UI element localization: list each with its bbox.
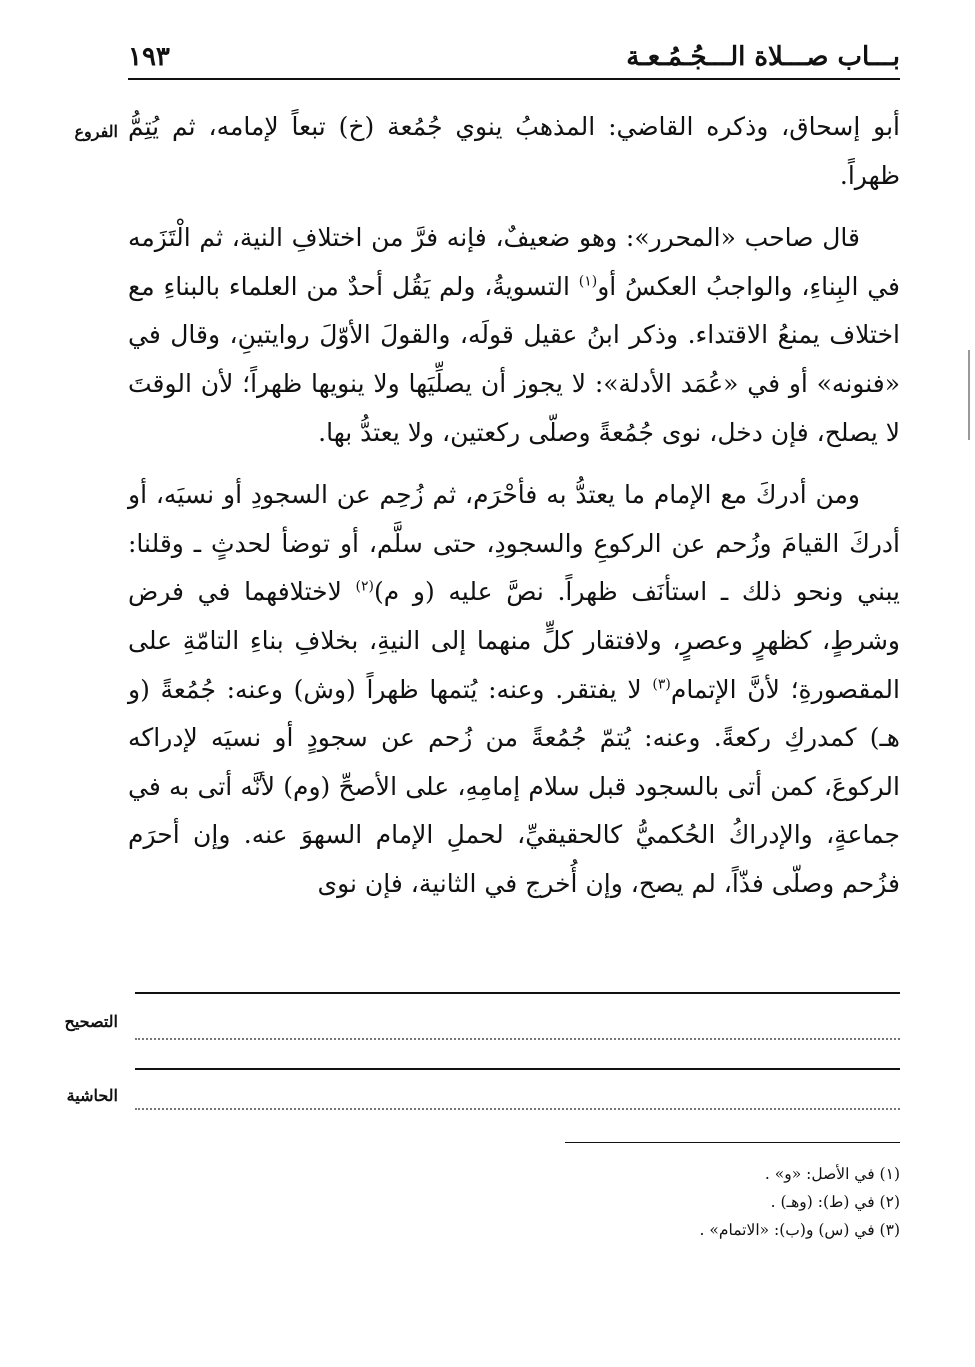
scan-edge-rule — [968, 350, 970, 440]
paragraph-1 — [128, 103, 900, 200]
paragraph-1-text: أبو إسحاق، وذكره القاضي: المذهبُ ينوي جُمُعة (خ) تبعاً لإمامه، ثم يُتِمُّ ظهراً. — [128, 112, 901, 190]
paragraph-2 — [128, 214, 900, 457]
footnote-1: (١) في الأصل: «و» . — [764, 1165, 900, 1183]
footnote-2: (٢) في (ط): (وهـ) . — [770, 1193, 900, 1211]
footnotes — [540, 1160, 900, 1244]
page-header — [128, 38, 900, 80]
paragraph-3-text-b: لاختلافهما في فرض وشرطٍ، كظهرٍ وعصرٍ، ولافتقار كلٍّ منهما إلى النيةِ، بخلافِ بناءِ التامّةِ على المقصورةِ؛ لأنَّ الإتمام — [128, 577, 900, 704]
hashiya-top-rule — [135, 1068, 900, 1070]
tashih-dotted-line — [135, 1038, 900, 1040]
tashih-top-rule — [135, 992, 900, 994]
paragraph-3-text-a: ومن أدركَ مع الإمام ما يعتدُّ به فأحْرَم، ثم زُحِم عن السجودِ أو نسيَه، أو أدركَ القيامَ وزُحم عن الركوعِ والسجودِ، حتى سلَّم، أو توضأ لحدثٍ ـ وقلنا: يبني ونحو ذلك ـ استأنَف ظهراً. نصَّ عليه (و م) — [128, 480, 900, 607]
paragraph-3 — [128, 471, 900, 908]
footnote-3: (٣) في (س) و(ب): «الاتمام» . — [699, 1221, 900, 1239]
main-text — [128, 103, 900, 909]
footnote-marker-1[interactable]: (١) — [578, 273, 598, 290]
footnote-separator — [565, 1142, 900, 1143]
paragraph-2-text-a: قال صاحب «المحرر»: وهو ضعيفٌ، فإنه فرَّ من اختلافِ النية، ثم الْتَزَمه في البِناءِ، والواجبُ العكسُ أو — [128, 223, 900, 301]
footnote-marker-3[interactable]: (٣) — [652, 676, 671, 693]
chapter-title: بـــاب صـــلاة الـــجُـمُـعـة — [626, 42, 900, 72]
hashiya-dotted-line — [135, 1108, 900, 1110]
page-number: ١٩٣ — [128, 42, 170, 72]
paragraph-2-text-b: التسويةُ، ولم يَقُل أحدٌ من العلماء بالبناءِ مع اختلاف يمنعُ الاقتداء. وذكر ابنُ عقيل قولَه، والقولَ الأوّلَ روايتينِ، وقال في «فنونه» أو في «عُمَد الأدلة»: لا يجوز أن يصلِّيَها ولا ينويها ظهراً؛ لأن الوقتَ لا يصلح، فإن دخل، نوى جُمُعةً وصلّى ركعتين، ولا يعتدُّ بها. — [128, 271, 900, 447]
paragraph-3-text-c: لا يفتقر. وعنه: يُتمها ظهراً (وش) وعنه: جُمُعةً (و هـ) كمدركِ ركعةً. وعنه: يُتمّ جُمُعةً من زُحم عن سجودٍ أو نسيَه لإدراكه الركوعَ، كمن أتى بالسجود قبل سلام إمامِهِ، على الأصحِّ (وم) لأنَّه أتى به في جماعةٍ، والإدراكُ الحُكميُّ كالحقيقيِّ، لحملِ الإمام السهوَ عنه. وإن أحرَم فزُحم وصلّى فذّاً، لم يصح، وإن أُخرج في الثانية، فإن نوى — [128, 674, 900, 898]
footnote-marker-2[interactable]: (٢) — [355, 579, 374, 596]
margin-label-tashih: التصحيح — [64, 1012, 118, 1031]
margin-label-hashiya: الحاشية — [66, 1086, 118, 1105]
margin-label-furu: الفروع — [74, 122, 118, 141]
